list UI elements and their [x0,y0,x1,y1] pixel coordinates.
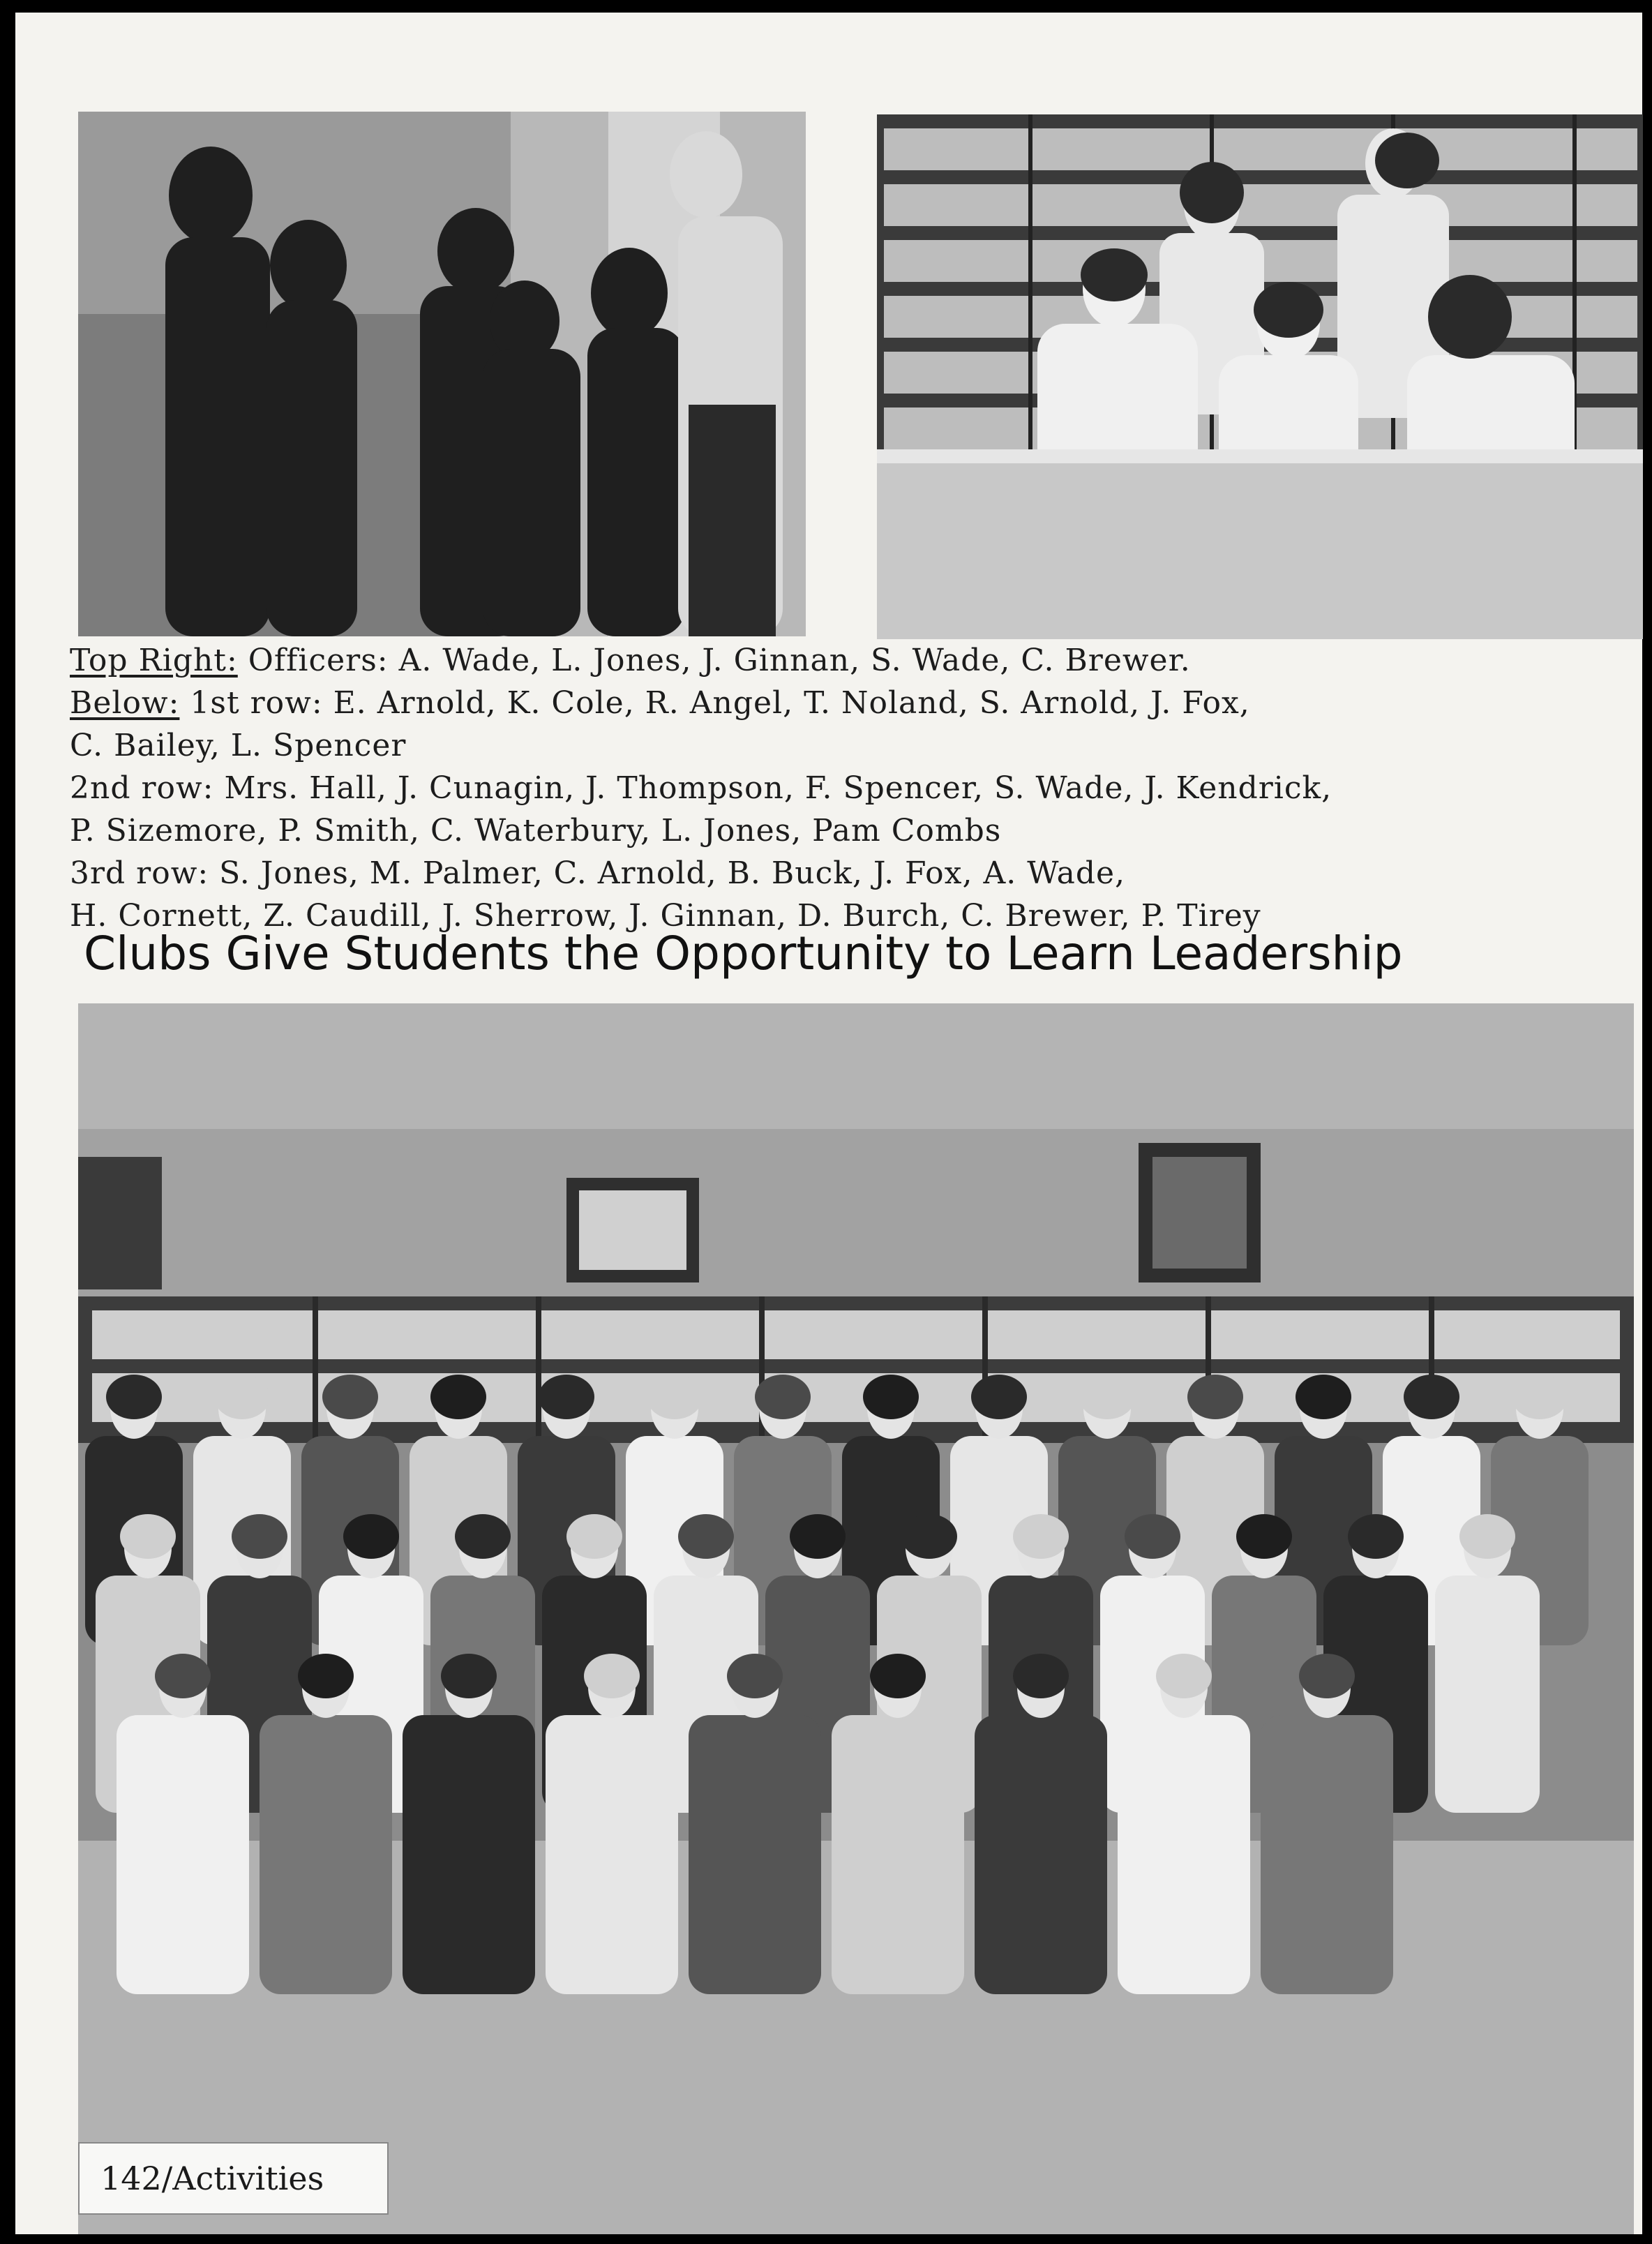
caption-line-third-row: 3rd row: S. Jones, M. Palmer, C. Arnold, B. Buck, J. Fox, A. Wade, [70,855,1126,891]
photo-club-group [78,1003,1634,2234]
photo-caption [70,639,1632,937]
caption-line-second-row: 2nd row: Mrs. Hall, J. Cunagin, J. Thompson, F. Spencer, S. Wade, J. Kendrick, [70,770,1332,806]
caption-label-top-right: Top Right: [70,643,238,678]
page-folio: 142/Activities [78,2142,389,2215]
photo-students-hallway [78,112,806,636]
caption-first-row-text: 1st row: E. Arnold, K. Cole, R. Angel, T. Noland, S. Arnold, J. Fox, [179,685,1250,721]
caption-line-first-row-cont: C. Bailey, L. Spencer [70,728,407,763]
caption-line-third-row-cont: H. Cornett, Z. Caudill, J. Sherrow, J. Ginnan, D. Burch, C. Brewer, P. Tirey [70,898,1261,934]
yearbook-page [15,13,1642,2234]
caption-officers-text: Officers: A. Wade, L. Jones, J. Ginnan, S. Wade, C. Brewer. [237,643,1191,678]
caption-label-below: Below: [70,685,180,721]
caption-line-officers [70,639,1632,682]
page-headline: Clubs Give Students the Opportunity to Learn Leadership [84,927,1403,980]
photo-officers-library [877,114,1643,639]
caption-line-second-row-cont: P. Sizemore, P. Smith, C. Waterbury, L. Jones, Pam Combs [70,813,1002,848]
caption-line-first-row [70,682,1632,724]
